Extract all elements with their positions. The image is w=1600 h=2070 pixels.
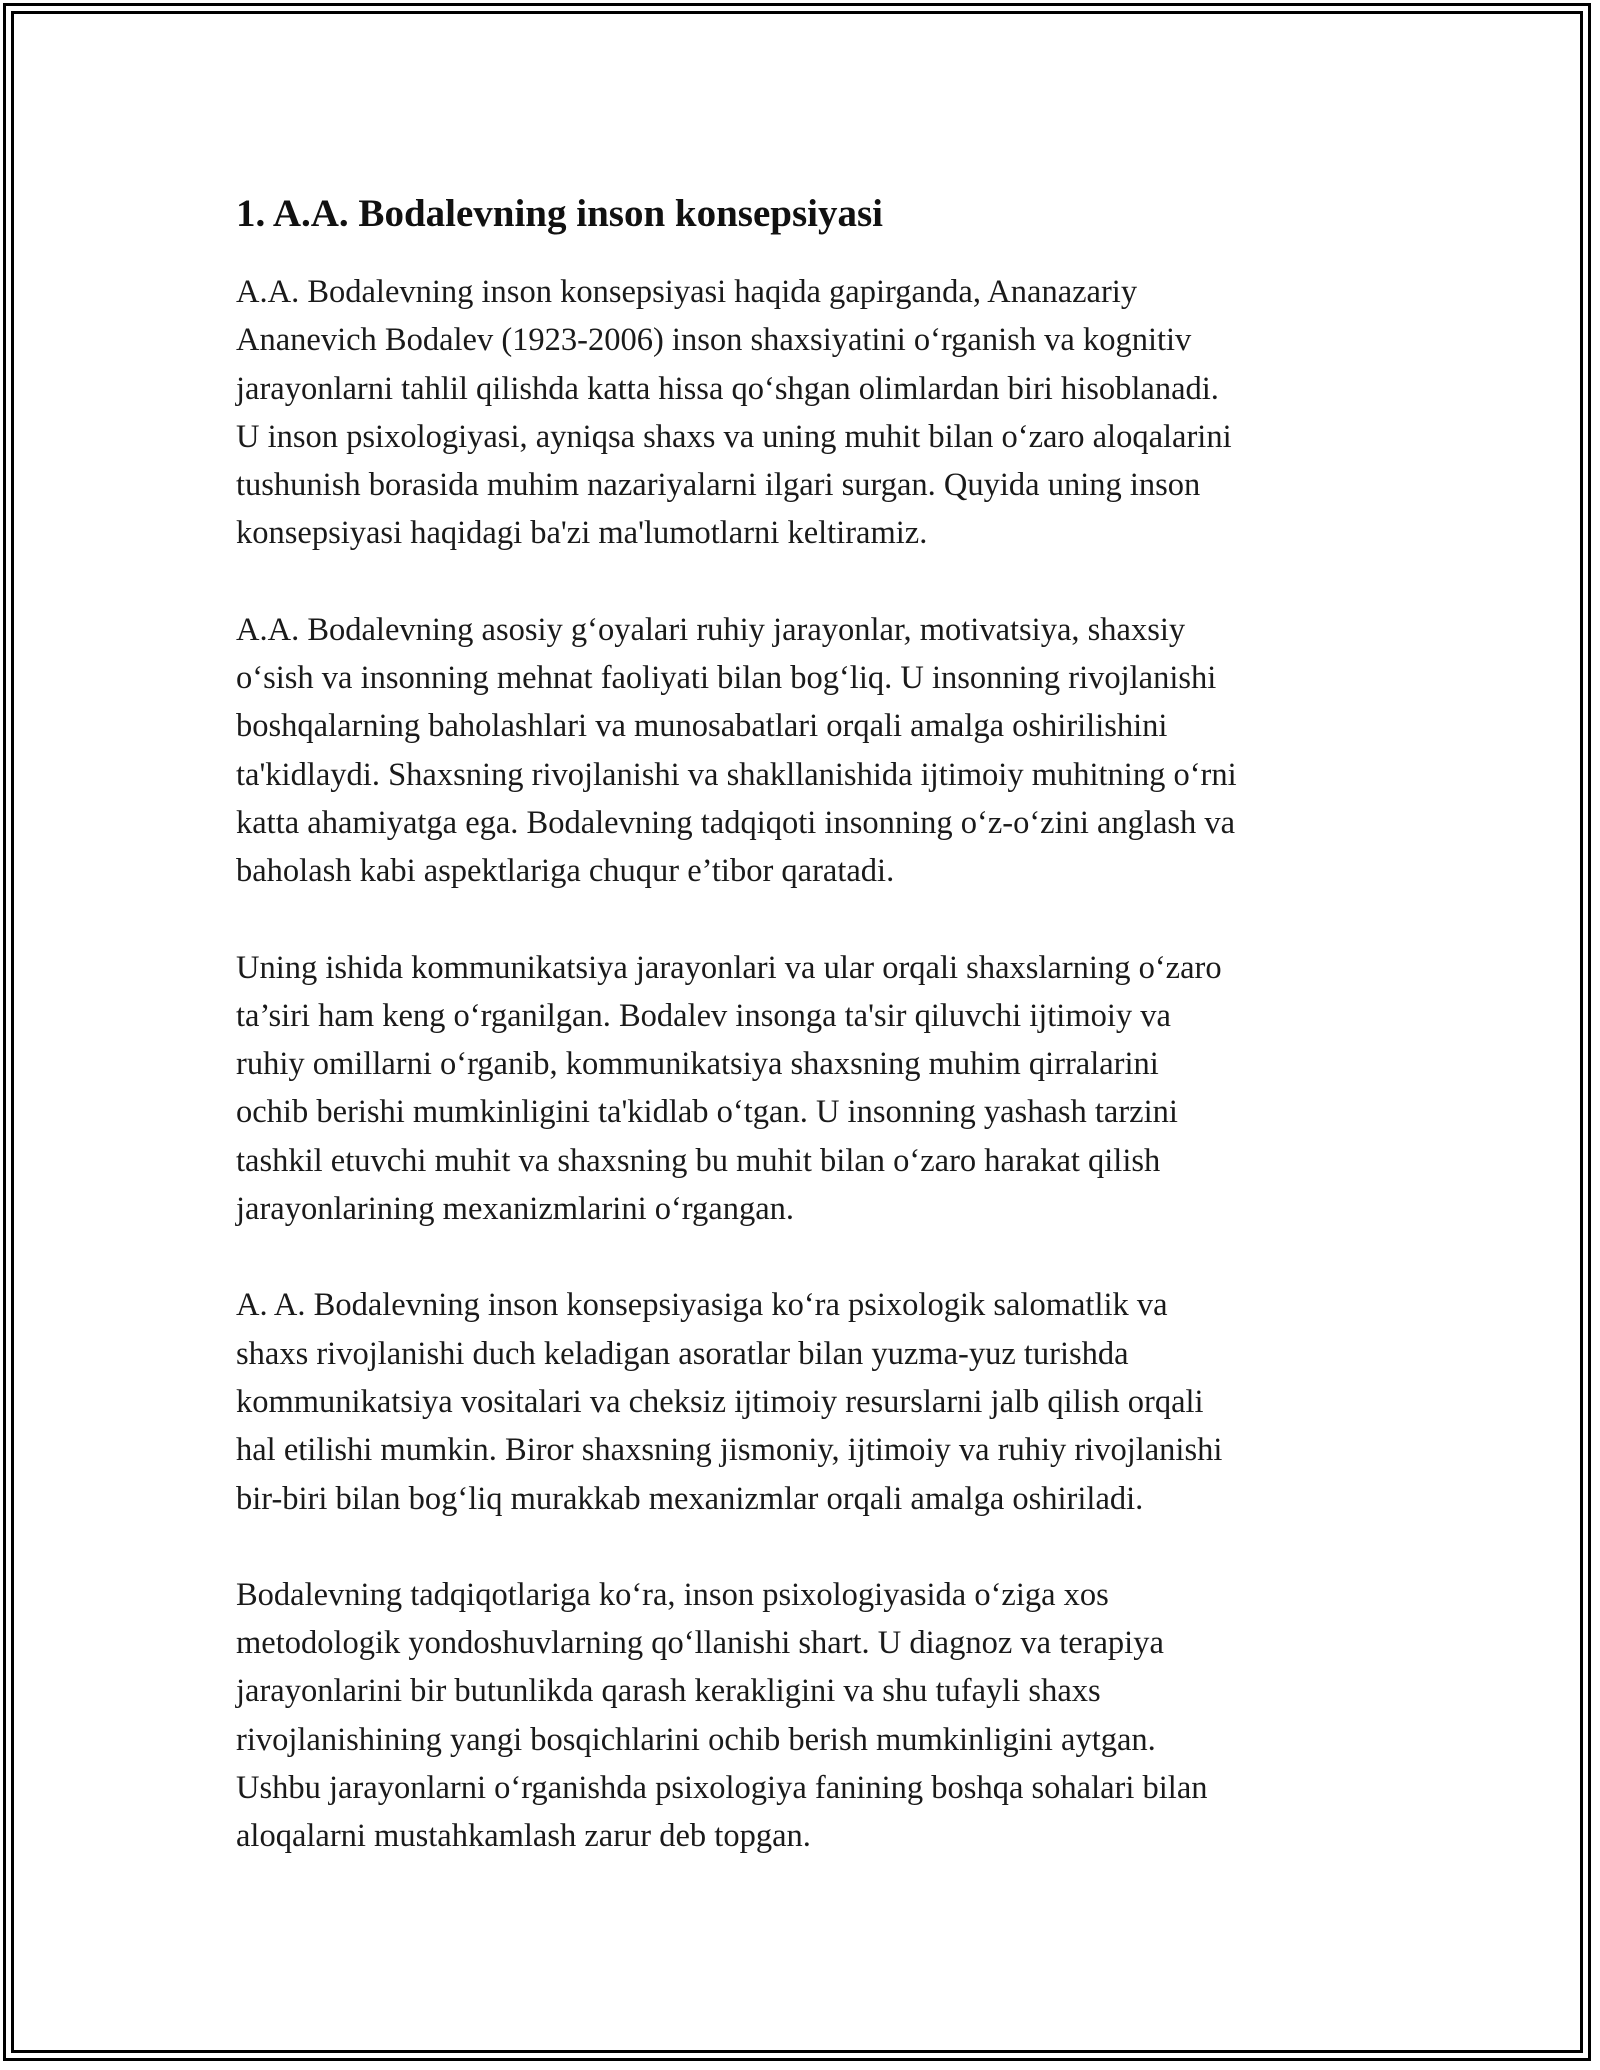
paragraph-line: baholash kabi aspektlariga chuqur e’tibor qaratadi. <box>236 853 895 890</box>
paragraph-line: ruhiy omillarni o‘rganib, kommunikatsiya shaxsning muhim qirralarini <box>236 1046 1159 1083</box>
paragraph-3 <box>236 944 1386 1234</box>
paragraph-line: Uning ishida kommunikatsiya jarayonlari va ular orqali shaxslarning o‘zaro <box>236 949 1222 986</box>
paragraph-line: jarayonlarni tahlil qilishda katta hissa qo‘shgan olimlardan biri hisoblanadi. <box>236 370 1219 407</box>
paragraph-line: metodologik yondoshuvlarning qo‘llanishi shart. U diagnoz va terapiya <box>236 1625 1164 1662</box>
paragraph-2 <box>236 606 1386 896</box>
paragraph-line: hal etilishi mumkin. Biror shaxsning jismoniy, ijtimoiy va ruhiy rivojlanishi <box>236 1432 1223 1469</box>
paragraph-line: Ananevich Bodalev (1923-2006) inson shaxsiyatini o‘rganish va kognitiv <box>236 322 1192 359</box>
paragraph-line: o‘sish va insonning mehnat faoliyati bilan bog‘liq. U insonning rivojlanishi <box>236 660 1217 697</box>
paragraph-line: tushunish borasida muhim nazariyalarni ilgari surgan. Quyida uning inson <box>236 467 1201 504</box>
paragraph-line: Bodalevning tadqiqotlariga ko‘ra, inson psixologiyasida o‘ziga xos <box>236 1576 1109 1613</box>
paragraph-line: tashkil etuvchi muhit va shaxsning bu muhit bilan o‘zaro harakat qilish <box>236 1142 1161 1179</box>
paragraph-line: kommunikatsiya vositalari va cheksiz ijtimoiy resurslarni jalb qilish orqali <box>236 1383 1204 1420</box>
paragraph-line: ta’siri ham keng o‘rganilgan. Bodalev insonga ta'sir qiluvchi ijtimoiy va <box>236 997 1171 1034</box>
paragraph-line: jarayonlarining mexanizmlarini o‘rgangan. <box>236 1191 795 1228</box>
paragraph-4 <box>236 1281 1386 1522</box>
paragraph-line: U inson psixologiyasi, ayniqsa shaxs va uning muhit bilan o‘zaro aloqalarini <box>236 418 1232 455</box>
paragraph-list <box>236 268 1386 1861</box>
paragraph-line: ta'kidlaydi. Shaxsning rivojlanishi va shakllanishida ijtimoiy muhitning o‘rni <box>236 756 1237 793</box>
paragraph-line: bir-biri bilan bog‘liq murakkab mexanizmlar orqali amalga oshiriladi. <box>236 1480 1144 1517</box>
paragraph-line: konsepsiyasi haqidagi ba'zi ma'lumotlarni keltiramiz. <box>236 515 928 552</box>
paragraph-line: Ushbu jarayonlarni o‘rganishda psixologiya fanining boshqa sohalari bilan <box>236 1770 1208 1807</box>
paragraph-line: A.A. Bodalevning inson konsepsiyasi haqida gapirganda, Ananazariy <box>236 274 1138 310</box>
paragraph-line: aloqalarni mustahkamlash zarur deb topgan. <box>236 1818 811 1855</box>
document-body <box>236 186 1386 1861</box>
paragraph-line: A.A. Bodalevning asosiy g‘oyalari ruhiy jarayonlar, motivatsiya, shaxsiy <box>236 611 1186 648</box>
paragraph-5 <box>236 1571 1386 1861</box>
paragraph-line: ochib berishi mumkinligini ta'kidlab o‘tgan. U insonning yashash tarzini <box>236 1094 1178 1131</box>
paragraph-line: A. A. Bodalevning inson konsepsiyasiga ko‘ra psixologik salomatlik va <box>236 1287 1168 1324</box>
paragraph-1 <box>236 268 1386 558</box>
paragraph-line: boshqalarning baholashlari va munosabatlari orqali amalga oshirilishini <box>236 708 1168 745</box>
page-title: 1. A.A. Bodalevning inson konsepsiyasi <box>236 192 883 235</box>
paragraph-line: jarayonlarini bir butunlikda qarash kerakligini va shu tufayli shaxs <box>236 1673 1101 1710</box>
paragraph-line: shaxs rivojlanishi duch keladigan asoratlar bilan yuzma-yuz turishda <box>236 1335 1129 1372</box>
paragraph-line: rivojlanishining yangi bosqichlarini ochib berish mumkinligini aytgan. <box>236 1721 1156 1758</box>
paragraph-line: katta ahamiyatga ega. Bodalevning tadqiqoti insonning o‘z-o‘zini anglash va <box>236 804 1236 841</box>
